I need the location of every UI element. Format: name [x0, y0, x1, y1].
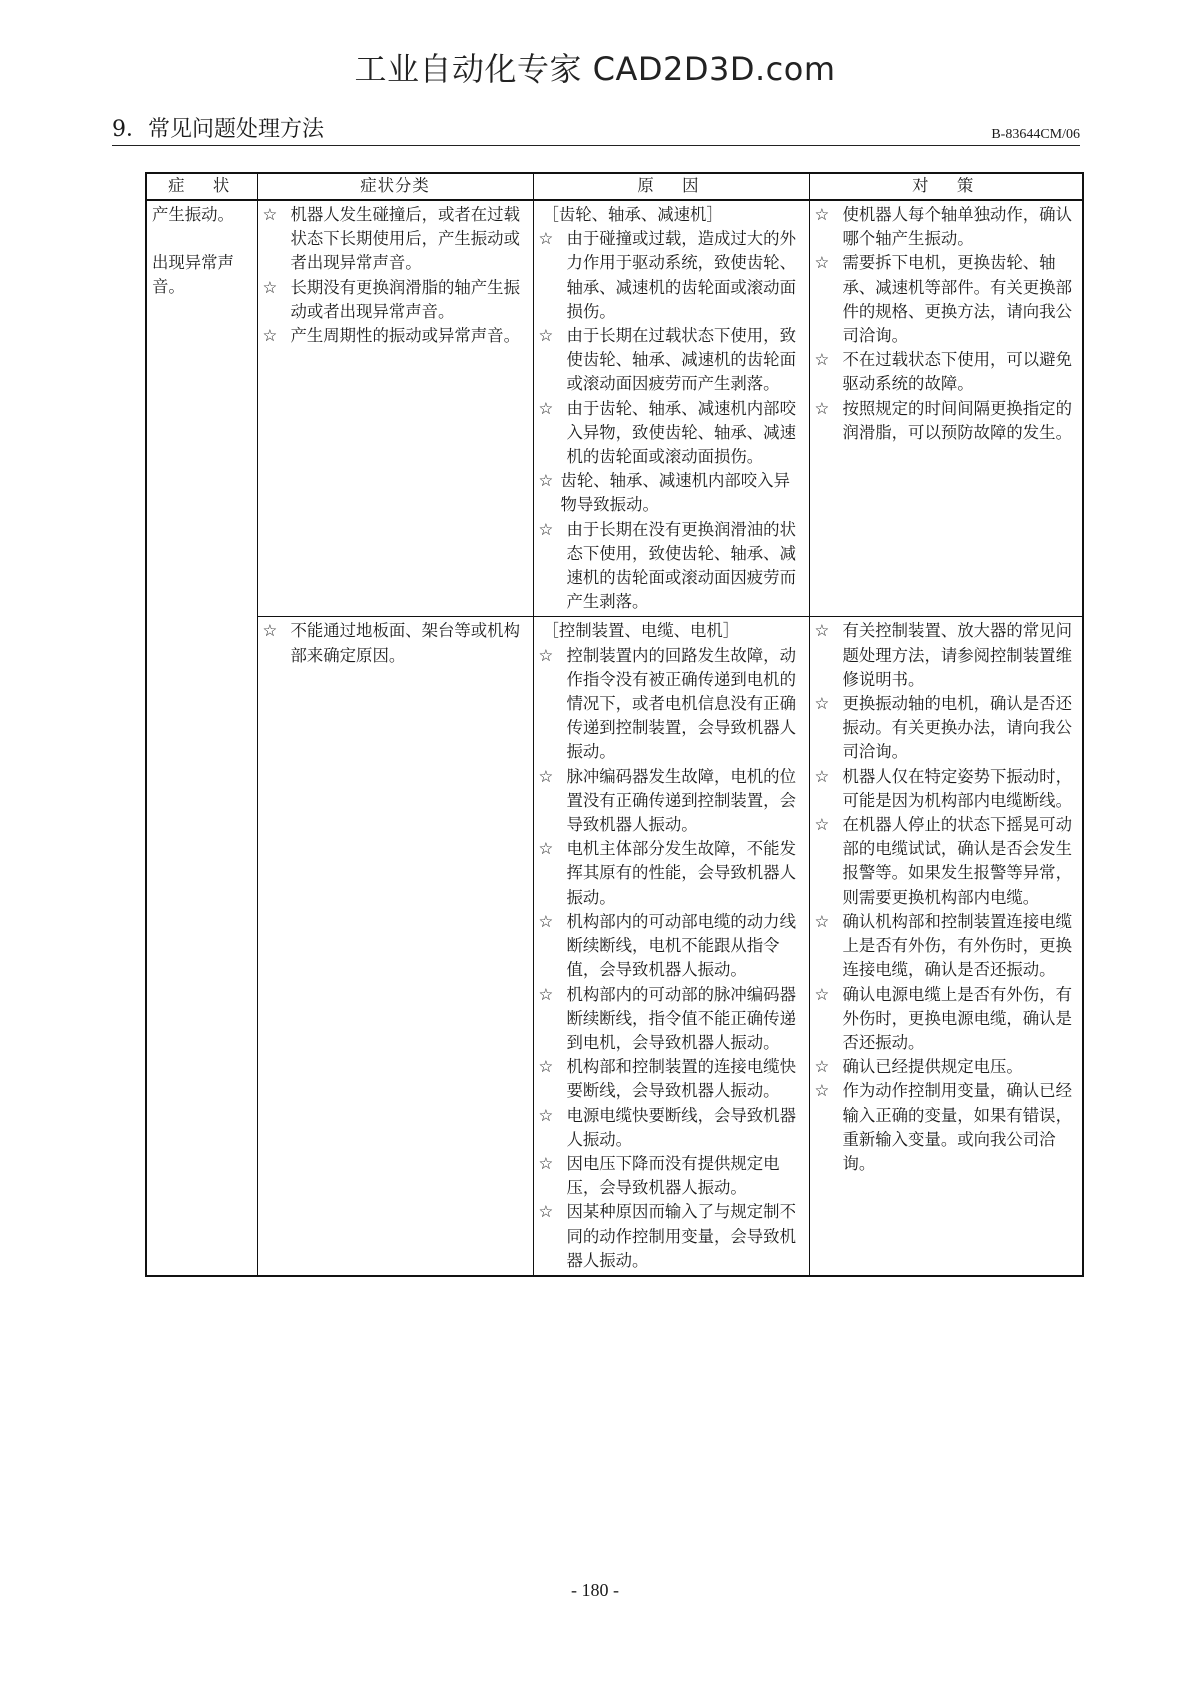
section-header	[112, 118, 1080, 146]
star-bullet-icon: ☆	[814, 766, 830, 786]
star-bullet-icon: ☆	[814, 911, 830, 931]
list-item: ☆ 机器人仅在特定姿势下振动时，可能是因为机构部内电缆断线。	[814, 766, 1072, 810]
measure-list	[815, 203, 1079, 445]
star-bullet-icon: ☆	[814, 1081, 830, 1101]
star-bullet-icon: ☆	[538, 1202, 554, 1222]
list-item: ☆ 机构部内的可动部的脉冲编码器断续断线，指令值不能正确传递到电机，会导致机器人振动。	[538, 984, 796, 1052]
star-bullet-icon: ☆	[538, 471, 554, 491]
star-bullet-icon: ☆	[262, 621, 278, 641]
star-bullet-icon: ☆	[814, 350, 830, 370]
list-item: ☆ 确认电源电缆上是否有外伤，有外伤时，更换电源电缆，确认是否还振动。	[814, 984, 1072, 1052]
list-item: ☆ 确认机构部和控制装置连接电缆上是否有外伤，有外伤时，更换连接电缆，确认是否还振动。	[814, 911, 1072, 980]
star-bullet-icon: ☆	[538, 398, 554, 418]
list-item: ☆ 不能通过地板面、架台等或机构部来确定原因。	[262, 621, 520, 665]
cause-category: ［齿轮、轴承、减速机］	[542, 205, 723, 224]
list-item: ☆ 因某种原因而输入了与规定制不同的动作控制用变量，会导致机器人振动。	[538, 1202, 796, 1270]
list-item: ☆ 由于长期在没有更换润滑油的状态下使用，致使齿轮、轴承、减速机的齿轮面或滚动面因疲劳而产生剥落。	[538, 519, 796, 612]
star-bullet-icon: ☆	[538, 911, 554, 931]
document-code: B-83644CM/06	[991, 127, 1080, 142]
cause-list	[539, 644, 805, 1273]
troubleshooting-table	[145, 172, 1084, 1277]
watermark: 工业自动化专家 CAD2D3D.com	[354, 50, 836, 88]
list-item: ☆ 在机器人停止的状态下摇晃可动部的电缆试试，确认是否会发生报警等。如果发生报警等异常，则需要更换机构部内电缆。	[814, 815, 1072, 907]
list-item: ☆ 使机器人每个轴单独动作，确认哪个轴产生振动。	[814, 205, 1072, 249]
list-item: ☆ 由于齿轮、轴承、减速机内部咬入异物，致使齿轮、轴承、减速机的齿轮面或滚动面损伤。	[538, 398, 796, 467]
list-item: ☆ 机构部和控制装置的连接电缆快要断线，会导致机器人振动。	[538, 1057, 796, 1101]
list-item: ☆ 更换振动轴的电机，确认是否还振动。有关更换办法，请向我公司洽询。	[814, 694, 1072, 762]
table-row	[146, 200, 1083, 617]
list-item: ☆ 电机主体部分发生故障，不能发挥其原有的性能，会导致机器人振动。	[538, 839, 796, 907]
list-item: ☆ 作为动作控制用变量，确认已经输入正确的变量，如果有错误，重新输入变量。或向我公司洽询。	[814, 1081, 1072, 1173]
star-bullet-icon: ☆	[538, 645, 554, 665]
symptom-text: 产生振动。	[152, 205, 234, 224]
page-number: - 180 -	[571, 1580, 619, 1600]
star-bullet-icon: ☆	[814, 205, 830, 224]
list-item: ☆ 机构部内的可动部电缆的动力线断续断线，电机不能跟从指令值，会导致机器人振动。	[538, 911, 796, 980]
star-bullet-icon: ☆	[814, 815, 830, 835]
list-item: ☆ 不在过载状态下使用，可以避免驱动系统的故障。	[814, 350, 1072, 394]
cause-cell	[533, 200, 809, 617]
star-bullet-icon: ☆	[814, 1057, 830, 1077]
star-bullet-icon: ☆	[262, 205, 278, 224]
classification-list	[263, 203, 529, 348]
star-bullet-icon: ☆	[814, 398, 830, 418]
list-item: ☆ 长期没有更换润滑脂的轴产生振动或者出现异常声音。	[262, 277, 520, 321]
measure-cell	[809, 617, 1083, 1276]
cause-cell	[533, 617, 809, 1276]
list-item: ☆ 脉冲编码器发生故障，电机的位置没有正确传递到控制装置，会导致机器人振动。	[538, 766, 796, 835]
symptom-text: 出现异常声音。	[152, 253, 234, 297]
column-header-cause: 原 因	[533, 173, 809, 200]
star-bullet-icon: ☆	[538, 766, 554, 786]
list-item: ☆ 机器人发生碰撞后，或者在过载状态下长期使用后，产生振动或者出现异常声音。	[262, 205, 520, 273]
list-item: ☆ 电源电缆快要断线，会导致机器人振动。	[538, 1105, 796, 1149]
cause-category: ［控制装置、电缆、电机］	[542, 621, 740, 641]
star-bullet-icon: ☆	[814, 984, 830, 1004]
list-item: ☆ 因电压下降而没有提供规定电压，会导致机器人振动。	[538, 1153, 780, 1198]
star-bullet-icon: ☆	[538, 839, 554, 859]
classification-cell	[257, 617, 533, 1276]
star-bullet-icon: ☆	[538, 326, 554, 346]
column-header-classification: 症状分类	[257, 173, 533, 200]
star-bullet-icon: ☆	[814, 621, 830, 641]
star-bullet-icon: ☆	[538, 229, 554, 249]
list-item: ☆ 控制装置内的回路发生故障，动作指令没有被正确传递到电机的情况下，或者电机信息没有正确传递到控制装置，会导致机器人振动。	[538, 645, 796, 762]
measure-list	[815, 619, 1079, 1176]
list-item: ☆ 由于碰撞或过载，造成过大的外力作用于驱动系统，致使齿轮、轴承、减速机的齿轮面或滚动面损伤。	[538, 229, 796, 321]
star-bullet-icon: ☆	[262, 277, 278, 297]
star-bullet-icon: ☆	[538, 1105, 554, 1125]
list-item: ☆ 有关控制装置、放大器的常见问题处理方法，请参阅控制装置维修说明书。	[814, 621, 1072, 689]
star-bullet-icon: ☆	[814, 253, 830, 273]
star-bullet-icon: ☆	[262, 326, 278, 346]
list-item: ☆ 需要拆下电机，更换齿轮、轴承、减速机等部件。有关更换部件的规格、更换方法，请向我公司洽询。	[814, 253, 1072, 346]
star-bullet-icon: ☆	[814, 694, 830, 714]
section-title: 9．常见问题处理方法	[112, 117, 324, 142]
symptom-cell	[146, 200, 257, 1276]
table-row	[146, 617, 1083, 1276]
list-item: ☆ 确认已经提供规定电压。	[815, 1055, 1079, 1079]
list-item: ☆ 产生周期性的振动或异常声音。	[263, 324, 529, 348]
list-item: ☆ 齿轮、轴承、减速机内部咬入异物导致振动。	[538, 471, 790, 515]
table-header-row	[146, 173, 1083, 200]
list-item: ☆ 按照规定的时间间隔更换指定的润滑脂，可以预防故障的发生。	[814, 398, 1072, 442]
column-header-symptom: 症 状	[146, 173, 257, 200]
classification-cell	[257, 200, 533, 617]
star-bullet-icon: ☆	[538, 1057, 554, 1077]
star-bullet-icon: ☆	[538, 984, 554, 1004]
list-item: ☆ 由于长期在过载状态下使用，致使齿轮、轴承、减速机的齿轮面或滚动面因疲劳而产生剥落。	[538, 326, 796, 394]
classification-list	[263, 619, 529, 667]
star-bullet-icon: ☆	[538, 519, 554, 539]
star-bullet-icon: ☆	[538, 1153, 554, 1173]
column-header-measure: 对 策	[809, 173, 1083, 200]
measure-cell	[809, 200, 1083, 617]
cause-list	[539, 227, 805, 614]
